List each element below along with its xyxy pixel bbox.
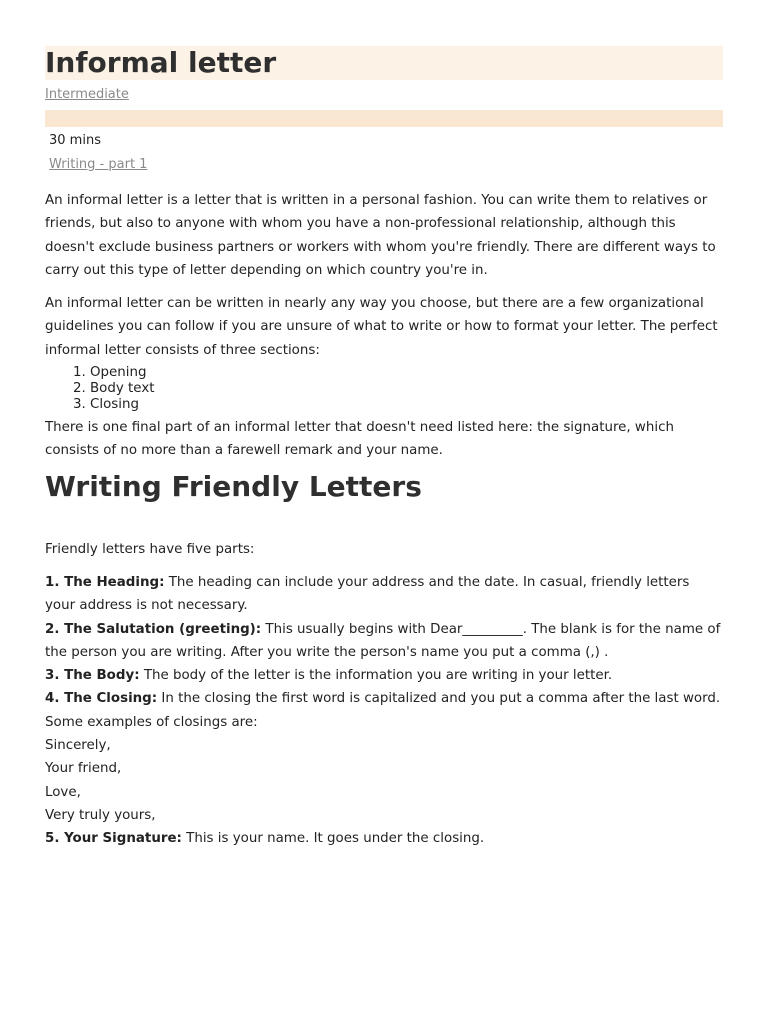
title-band (45, 46, 723, 80)
part-label: 4. The Closing: (45, 691, 158, 707)
lesson-page (45, 46, 723, 851)
part-label: 5. Your Signature: (45, 831, 182, 847)
part-body (45, 664, 723, 687)
part-label: 3. The Body: (45, 668, 140, 684)
list-item: 2. Body text (90, 381, 723, 397)
intro-paragraph-2: An informal letter can be written in nearly any way you choose, but there are a few organizational guidelines you can follow if you are unsure of what to write or how to format your letter. The perfect informal letter consists of three sections: (45, 296, 718, 358)
part-signature (45, 827, 723, 850)
intro-paragraph-3: There is one final part of an informal letter that doesn't need listed here: the signature, which consists of no more than a farewell remark and your name. (45, 420, 674, 459)
page-title: Informal letter (45, 46, 277, 79)
parts-list (45, 571, 723, 851)
level-link[interactable]: Intermediate (45, 87, 129, 102)
intro-paragraph-1: An informal letter is a letter that is written in a personal fashion. You can write them to relatives or friends, but also to anyone with whom you have a non-professional relationship, although this doesn't exclude business partners or workers with whom you're friendly. There are different ways to carry out this type of letter depending on which country you're in. (45, 193, 716, 278)
meta-band (45, 110, 723, 127)
duration-label: 30 mins (49, 133, 101, 148)
part-text: The heading can include your address and the date. In casual, friendly letters your address is not necessary. (45, 574, 690, 614)
closing-example: Sincerely, (45, 738, 111, 754)
part-label: 1. The Heading: (45, 574, 165, 590)
sections-list (45, 365, 723, 413)
part-text: This usually begins with Dear_________. The blank is for the name of the person you are writing. After you write the person's name you put a comma (,) . (45, 621, 721, 660)
closing-example: Love, (45, 784, 81, 800)
part-heading (45, 571, 723, 618)
part-text: This is your name. It goes under the closing. (181, 831, 485, 847)
part-text: The body of the letter is the information you are writing in your letter. (139, 668, 613, 684)
section-heading: Writing Friendly Letters (45, 469, 422, 503)
part-salutation (45, 618, 723, 665)
parts-intro: Friendly letters have five parts: (45, 541, 255, 557)
closings-intro: Some examples of closings are: (45, 714, 258, 730)
list-item: 3. Closing (90, 397, 723, 413)
closing-example: Your friend, (45, 761, 122, 777)
category-link[interactable]: Writing - part 1 (49, 157, 148, 172)
part-text: In the closing the first word is capitalized and you put a comma after the last word. (157, 691, 721, 707)
part-label: 2. The Salutation (greeting): (45, 621, 262, 637)
closing-example: Very truly yours, (45, 807, 156, 823)
list-item: 1. Opening (90, 365, 723, 381)
part-closing (45, 687, 723, 710)
